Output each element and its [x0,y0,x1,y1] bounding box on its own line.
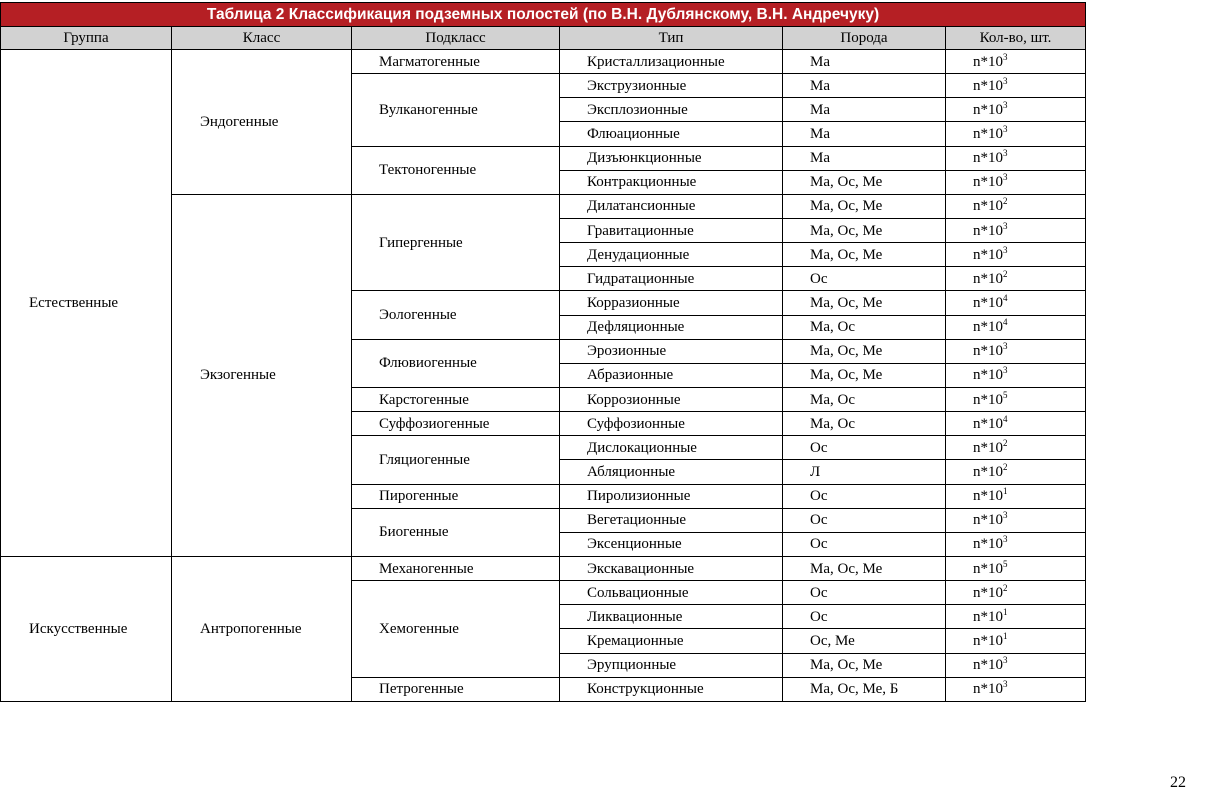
count-base: n*10 [973,294,1003,311]
type-cell: Флюационные [560,122,783,146]
count-cell [946,508,1086,532]
type-cell: Сольвационные [560,581,783,605]
subclass-cell: Биогенные [352,508,560,556]
table-body [1,50,1086,702]
count-exponent: 3 [1003,220,1008,231]
count-exponent: 3 [1003,341,1008,352]
type-cell: Эксплозионные [560,98,783,122]
rock-cell: Ос [783,532,946,556]
type-cell: Эксенционные [560,532,783,556]
count-cell [946,484,1086,508]
count-base: n*10 [973,632,1003,649]
type-cell: Гравитационные [560,218,783,242]
count-exponent: 3 [1003,655,1008,666]
count-base: n*10 [973,319,1003,336]
count-exponent: 1 [1003,486,1008,497]
count-cell [946,146,1086,170]
rock-cell: Ма, Ос [783,315,946,339]
rock-cell: Ма, Ос [783,412,946,436]
type-cell: Кремационные [560,629,783,653]
rock-cell: Ос, Ме [783,629,946,653]
rock-cell: Ос [783,484,946,508]
table-row [1,50,1086,74]
rock-cell: Ос [783,436,946,460]
table-row [1,556,1086,580]
header-type: Тип [560,27,783,50]
classification-table [0,2,1086,702]
rock-cell: Ма, Ос, Ме [783,363,946,387]
type-cell: Суффозионные [560,412,783,436]
type-cell: Абразионные [560,363,783,387]
count-cell [946,387,1086,411]
count-base: n*10 [973,270,1003,287]
type-cell: Экструзионные [560,74,783,98]
count-base: n*10 [973,77,1003,94]
rock-cell: Ма [783,74,946,98]
rock-cell: Л [783,460,946,484]
rock-cell: Ма, Ос, Ме [783,194,946,218]
rock-cell: Ос [783,508,946,532]
rock-cell: Ма, Ос [783,387,946,411]
group-cell: Естественные [1,50,172,557]
count-base: n*10 [973,174,1003,191]
count-cell [946,74,1086,98]
count-cell [946,291,1086,315]
count-cell [946,532,1086,556]
header-count: Кол-во, шт. [946,27,1086,50]
subclass-cell: Петрогенные [352,677,560,701]
count-base: n*10 [973,391,1003,408]
count-base: n*10 [973,488,1003,505]
count-cell [946,460,1086,484]
count-exponent: 3 [1003,534,1008,545]
header-rock: Порода [783,27,946,50]
class-cell: Экзогенные [172,194,352,556]
subclass-cell: Флювиогенные [352,339,560,387]
subclass-cell: Эологенные [352,291,560,339]
rock-cell: Ос [783,605,946,629]
count-base: n*10 [973,101,1003,118]
type-cell: Конструкционные [560,677,783,701]
count-exponent: 1 [1003,606,1008,617]
header-subclass: Подкласс [352,27,560,50]
count-base: n*10 [973,463,1003,480]
count-base: n*10 [973,560,1003,577]
class-cell: Антропогенные [172,556,352,701]
rock-cell: Ма, Ос, Ме [783,170,946,194]
count-exponent: 3 [1003,148,1008,159]
count-base: n*10 [973,536,1003,553]
type-cell: Дефляционные [560,315,783,339]
subclass-cell: Механогенные [352,556,560,580]
type-cell: Корразионные [560,291,783,315]
count-cell [946,653,1086,677]
count-cell [946,194,1086,218]
count-cell [946,122,1086,146]
subclass-cell: Гляциогенные [352,436,560,484]
subclass-cell: Карстогенные [352,387,560,411]
type-cell: Денудационные [560,243,783,267]
type-cell: Эрозионные [560,339,783,363]
rock-cell: Ма [783,122,946,146]
count-cell [946,412,1086,436]
count-exponent: 3 [1003,244,1008,255]
count-base: n*10 [973,246,1003,263]
type-cell: Кристаллизационные [560,50,783,74]
count-cell [946,605,1086,629]
count-base: n*10 [973,512,1003,529]
count-exponent: 2 [1003,461,1008,472]
type-cell: Вегетационные [560,508,783,532]
count-base: n*10 [973,608,1003,625]
rock-cell: Ма, Ос, Ме [783,291,946,315]
rock-cell: Ма, Ос, Ме [783,243,946,267]
count-cell [946,170,1086,194]
rock-cell: Ос [783,581,946,605]
type-cell: Контракционные [560,170,783,194]
rock-cell: Ос [783,267,946,291]
rock-cell: Ма, Ос, Ме, Б [783,677,946,701]
header-group: Группа [1,27,172,50]
count-cell [946,218,1086,242]
count-exponent: 3 [1003,365,1008,376]
count-base: n*10 [973,53,1003,70]
rock-cell: Ма, Ос, Ме [783,653,946,677]
type-cell: Эрупционные [560,653,783,677]
count-base: n*10 [973,343,1003,360]
subclass-cell: Магматогенные [352,50,560,74]
type-cell: Ликвационные [560,605,783,629]
count-exponent: 2 [1003,582,1008,593]
rock-cell: Ма, Ос, Ме [783,218,946,242]
count-exponent: 2 [1003,196,1008,207]
type-cell: Коррозионные [560,387,783,411]
count-cell [946,50,1086,74]
type-cell: Гидратационные [560,267,783,291]
count-base: n*10 [973,150,1003,167]
rock-cell: Ма, Ос, Ме [783,556,946,580]
count-exponent: 3 [1003,510,1008,521]
count-cell [946,315,1086,339]
count-base: n*10 [973,439,1003,456]
count-base: n*10 [973,681,1003,698]
count-exponent: 4 [1003,317,1008,328]
count-cell [946,436,1086,460]
count-cell [946,339,1086,363]
count-exponent: 4 [1003,292,1008,303]
type-cell: Пиролизионные [560,484,783,508]
count-base: n*10 [973,125,1003,142]
count-exponent: 3 [1003,172,1008,183]
group-cell: Искусственные [1,556,172,701]
count-cell [946,581,1086,605]
type-cell: Дислокационные [560,436,783,460]
count-exponent: 3 [1003,51,1008,62]
rock-cell: Ма, Ос, Ме [783,339,946,363]
class-cell: Эндогенные [172,50,352,195]
count-base: n*10 [973,584,1003,601]
table-title: Таблица 2 Классификация подземных полостей (по В.Н. Дублянскому, В.Н. Андречуку) [1,3,1086,27]
type-cell: Дилатансионные [560,194,783,218]
subclass-cell: Суффозиогенные [352,412,560,436]
count-base: n*10 [973,415,1003,432]
count-cell [946,556,1086,580]
subclass-cell: Пирогенные [352,484,560,508]
count-cell [946,629,1086,653]
rock-cell: Ма [783,50,946,74]
count-base: n*10 [973,367,1003,384]
count-exponent: 5 [1003,558,1008,569]
count-exponent: 3 [1003,99,1008,110]
count-base: n*10 [973,222,1003,239]
count-cell [946,98,1086,122]
count-cell [946,243,1086,267]
count-cell [946,363,1086,387]
count-cell [946,677,1086,701]
count-exponent: 2 [1003,268,1008,279]
count-exponent: 5 [1003,389,1008,400]
rock-cell: Ма [783,146,946,170]
count-exponent: 2 [1003,437,1008,448]
count-exponent: 3 [1003,75,1008,86]
count-base: n*10 [973,657,1003,674]
type-cell: Абляционные [560,460,783,484]
count-base: n*10 [973,198,1003,215]
count-exponent: 3 [1003,679,1008,690]
header-class: Класс [172,27,352,50]
count-exponent: 1 [1003,630,1008,641]
count-cell [946,267,1086,291]
subclass-cell: Хемогенные [352,581,560,678]
rock-cell: Ма [783,98,946,122]
subclass-cell: Гипергенные [352,194,560,291]
subclass-cell: Вулканогенные [352,74,560,146]
count-exponent: 4 [1003,413,1008,424]
subclass-cell: Тектоногенные [352,146,560,194]
type-cell: Дизъюнкционные [560,146,783,170]
count-exponent: 3 [1003,123,1008,134]
type-cell: Экскавационные [560,556,783,580]
page-number: 22 [1170,774,1186,791]
